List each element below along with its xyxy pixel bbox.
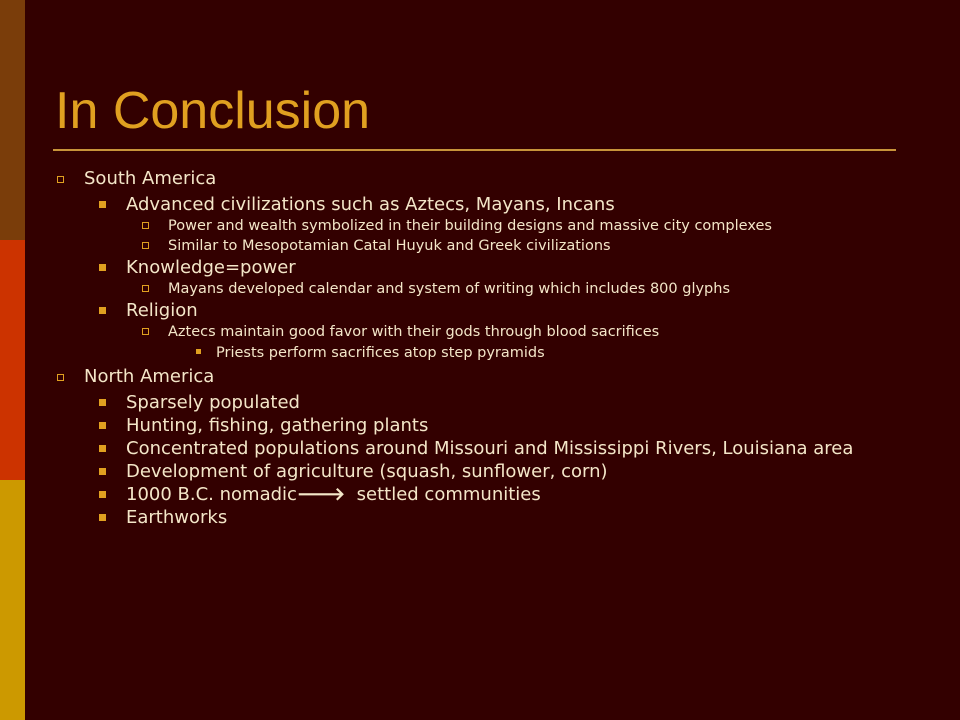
list-item: Earthworks	[54, 508, 900, 527]
filled-square-bullet-icon	[99, 514, 106, 521]
sub-sub-list-item: Priests perform sacrifices atop step pyramids	[54, 344, 900, 362]
list-item: Concentrated populations around Missouri and Mississippi Rivers, Louisiana area	[54, 439, 900, 458]
list-item: Hunting, fishing, gathering plants	[54, 416, 900, 435]
sub-list-item: Mayans developed calendar and system of writing which includes 800 glyphs	[54, 281, 900, 297]
filled-square-bullet-icon	[99, 399, 106, 406]
left-stripe-gold	[0, 480, 25, 720]
list-item: Sparsely populated	[54, 393, 900, 412]
list-item: 1000 B.C. nomadic🡒 settled communities	[54, 485, 900, 504]
list-item: Religion	[54, 301, 900, 320]
list-item: Development of agriculture (squash, sunflower, corn)	[54, 462, 900, 481]
slide-body	[54, 166, 900, 531]
list-item: Advanced civilizations such as Aztecs, Mayans, Incans	[54, 195, 900, 214]
filled-square-bullet-icon	[99, 468, 106, 475]
sub-list-item: Power and wealth symbolized in their building designs and massive city complexes	[54, 218, 900, 234]
sub-list-item: Aztecs maintain good favor with their gods through blood sacrifices	[54, 324, 900, 340]
hollow-square-bullet-icon	[142, 328, 149, 335]
hollow-square-bullet-icon	[142, 285, 149, 292]
right-arrow-icon: 🡒	[296, 484, 346, 505]
title-divider	[53, 149, 896, 151]
filled-square-bullet-icon	[99, 422, 106, 429]
left-stripe-red	[0, 240, 25, 480]
section-heading-north-america: North America	[54, 364, 900, 390]
filled-square-bullet-icon	[99, 264, 106, 271]
list-item: Knowledge=power	[54, 258, 900, 277]
sub-list-item: Similar to Mesopotamian Catal Huyuk and Greek civilizations	[54, 238, 900, 254]
section-heading-south-america: South America	[54, 166, 900, 192]
hollow-square-bullet-icon	[57, 374, 64, 381]
hollow-square-bullet-icon	[142, 242, 149, 249]
left-stripe-brown	[0, 0, 25, 240]
filled-square-bullet-icon	[99, 307, 106, 314]
filled-square-bullet-icon	[99, 201, 106, 208]
hollow-square-bullet-icon	[142, 222, 149, 229]
small-square-bullet-icon	[196, 349, 201, 354]
filled-square-bullet-icon	[99, 491, 106, 498]
hollow-square-bullet-icon	[57, 176, 64, 183]
slide-title: In Conclusion	[55, 82, 371, 140]
filled-square-bullet-icon	[99, 445, 106, 452]
